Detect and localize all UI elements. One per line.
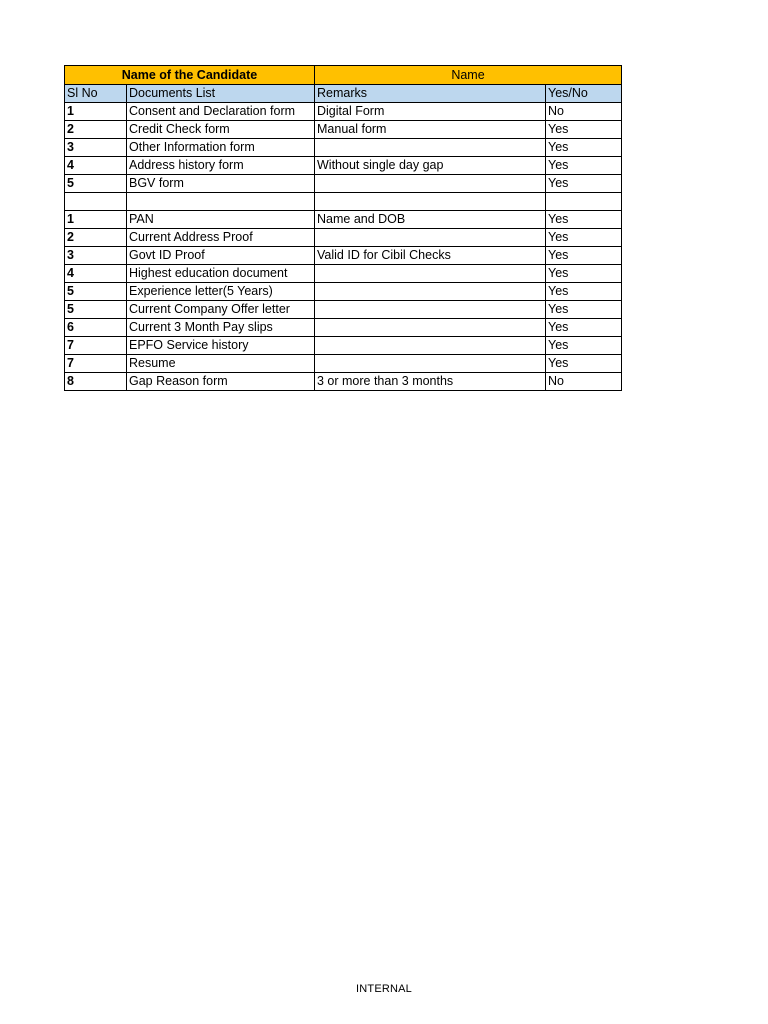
status-cell: Yes <box>546 283 622 301</box>
status-cell: Yes <box>546 139 622 157</box>
table-row <box>65 229 622 247</box>
table-row <box>65 355 622 373</box>
table-row <box>65 337 622 355</box>
status-cell: Yes <box>546 229 622 247</box>
sl-no-cell: 3 <box>65 247 127 265</box>
status-cell: Yes <box>546 247 622 265</box>
table-row <box>65 319 622 337</box>
table-row <box>65 211 622 229</box>
table-row <box>65 247 622 265</box>
status-cell: Yes <box>546 265 622 283</box>
documents-table <box>64 65 622 391</box>
column-header-remarks: Remarks <box>315 85 546 103</box>
table-row <box>65 121 622 139</box>
document-name-cell: Current 3 Month Pay slips <box>127 319 315 337</box>
document-name-cell: Current Address Proof <box>127 229 315 247</box>
remarks-cell: 3 or more than 3 months <box>315 373 546 391</box>
sl-no-cell: 4 <box>65 265 127 283</box>
table-row <box>65 139 622 157</box>
remarks-cell <box>315 355 546 373</box>
remarks-cell: Digital Form <box>315 103 546 121</box>
status-cell: Yes <box>546 319 622 337</box>
document-name-cell: Highest education document <box>127 265 315 283</box>
document-name-cell: BGV form <box>127 175 315 193</box>
status-cell: Yes <box>546 211 622 229</box>
sl-no-cell: 7 <box>65 337 127 355</box>
sl-no-cell: 5 <box>65 175 127 193</box>
document-name-cell: Address history form <box>127 157 315 175</box>
column-header-sl-no: Sl No <box>65 85 127 103</box>
sl-no-cell <box>65 193 127 211</box>
sl-no-cell: 2 <box>65 121 127 139</box>
document-name-cell: Other Information form <box>127 139 315 157</box>
table-row <box>65 265 622 283</box>
table-separator-row <box>65 193 622 211</box>
document-name-cell: Experience letter(5 Years) <box>127 283 315 301</box>
remarks-cell <box>315 283 546 301</box>
table-row <box>65 175 622 193</box>
table-row <box>65 373 622 391</box>
status-cell: Yes <box>546 175 622 193</box>
table-row <box>65 301 622 319</box>
candidate-name-value: Name <box>315 66 622 85</box>
footer-classification-label: INTERNAL <box>356 983 412 995</box>
column-header-documents-list: Documents List <box>127 85 315 103</box>
table-header-row <box>65 85 622 103</box>
status-cell: Yes <box>546 355 622 373</box>
table-row <box>65 157 622 175</box>
remarks-cell <box>315 265 546 283</box>
document-name-cell: Credit Check form <box>127 121 315 139</box>
table-row <box>65 283 622 301</box>
remarks-cell <box>315 301 546 319</box>
remarks-cell <box>315 139 546 157</box>
sl-no-cell: 8 <box>65 373 127 391</box>
column-header-yes-no: Yes/No <box>546 85 622 103</box>
sl-no-cell: 3 <box>65 139 127 157</box>
documents-table-body <box>65 66 622 391</box>
document-name-cell: Resume <box>127 355 315 373</box>
sl-no-cell: 1 <box>65 103 127 121</box>
remarks-cell: Name and DOB <box>315 211 546 229</box>
document-name-cell: Current Company Offer letter <box>127 301 315 319</box>
document-name-cell <box>127 193 315 211</box>
status-cell: No <box>546 103 622 121</box>
remarks-cell <box>315 337 546 355</box>
remarks-cell <box>315 319 546 337</box>
document-name-cell: Consent and Declaration form <box>127 103 315 121</box>
sl-no-cell: 5 <box>65 283 127 301</box>
sl-no-cell: 2 <box>65 229 127 247</box>
status-cell: No <box>546 373 622 391</box>
table-row <box>65 103 622 121</box>
sl-no-cell: 6 <box>65 319 127 337</box>
status-cell: Yes <box>546 157 622 175</box>
remarks-cell: Valid ID for Cibil Checks <box>315 247 546 265</box>
document-name-cell: Gap Reason form <box>127 373 315 391</box>
candidate-name-label: Name of the Candidate <box>65 66 315 85</box>
document-name-cell: Govt ID Proof <box>127 247 315 265</box>
status-cell: Yes <box>546 121 622 139</box>
status-cell <box>546 193 622 211</box>
sl-no-cell: 7 <box>65 355 127 373</box>
sl-no-cell: 4 <box>65 157 127 175</box>
remarks-cell <box>315 175 546 193</box>
remarks-cell <box>315 229 546 247</box>
document-name-cell: PAN <box>127 211 315 229</box>
remarks-cell: Without single day gap <box>315 157 546 175</box>
sl-no-cell: 5 <box>65 301 127 319</box>
remarks-cell: Manual form <box>315 121 546 139</box>
table-title-row <box>65 66 622 85</box>
status-cell: Yes <box>546 337 622 355</box>
document-name-cell: EPFO Service history <box>127 337 315 355</box>
status-cell: Yes <box>546 301 622 319</box>
remarks-cell <box>315 193 546 211</box>
sl-no-cell: 1 <box>65 211 127 229</box>
document-sheet <box>64 65 621 391</box>
